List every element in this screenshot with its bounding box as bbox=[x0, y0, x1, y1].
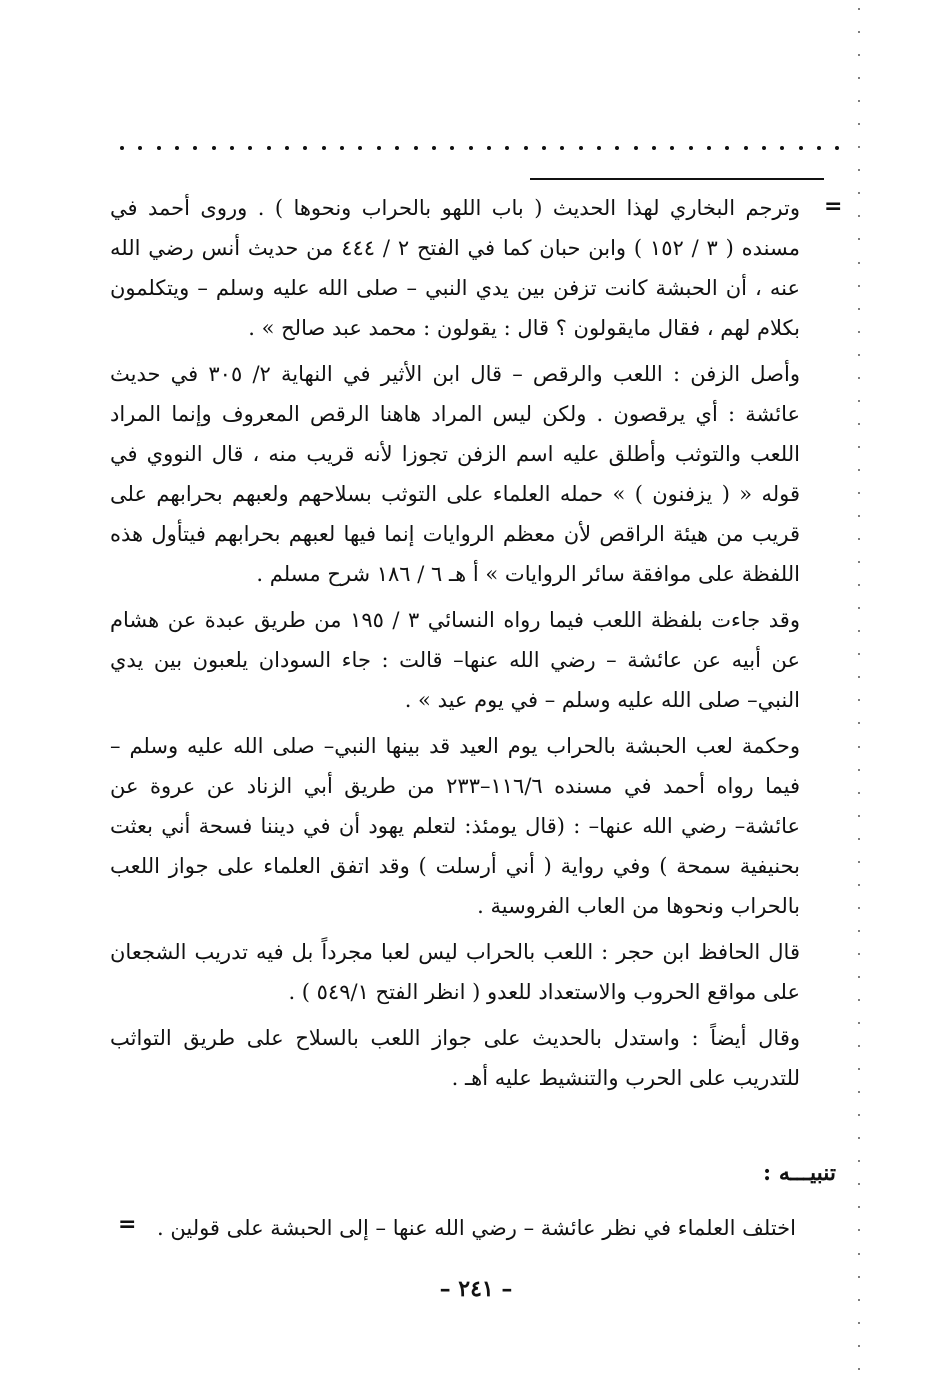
page-edge-dots bbox=[856, 0, 952, 1378]
paragraph-also-said: وقال أيضاً : واستدل بالحديث على جواز اللعب بالسلاح على طريق التواثب للتدريب على الحرب والتنشيط عليه أهـ . bbox=[110, 1026, 800, 1090]
footnote-continuation-marker: = bbox=[824, 194, 843, 219]
continuation-marker: = bbox=[118, 1212, 137, 1237]
notice-heading: تنبيـــه : bbox=[763, 1160, 836, 1186]
paragraph-ibn-hajar: قال الحافظ ابن حجر : اللعب بالحراب ليس لعبا مجرداً بل فيه تدريب الشجعان على مواقع الحروب والاستعداد للعدو ( انظر الفتح ٥٤٩/١ ) . bbox=[110, 940, 800, 1004]
paragraph-bukhari: وترجم البخاري لهذا الحديث ( باب اللهو بالحراب ونحوها ) . وروى أحمد في مسنده ( ٣ / ١٥٢ ) وابن حبان كما في الفتح ٢ / ٤٤٤ من حديث أنس رضي الله عنه ، أن الحبشة كانت تزفن بين يدي النبي – صلى الله عليه وسلم – ويتكلمون بكلام لهم ، فقال مايقولون ؟ قال : يقولون : محمد عبد صالح » . bbox=[110, 196, 800, 340]
paragraph-nasai: وقد جاءت بلفظة اللعب فيما رواه النسائي ٣ / ١٩٥ من طريق عبدة عن هشام عن أبيه عن عائشة – رضي الله عنها– قالت : جاء السودان يلعبون بين يدي النبي– صلى الله عليه وسلم – في يوم عيد » . bbox=[110, 608, 800, 712]
paragraph-wisdom: وحكمة لعب الحبشة بالحراب يوم العيد قد بينها النبي– صلى الله عليه وسلم – فيما رواه أحمد في مسنده ١١٦/٦–٢٣٣ من طريق أبي الزناد عن عروة عن عائشة– رضي الله عنها– : (قال يومئذ: لتعلم يهود أن في ديننا فسحة أني بعثت بحنيفية سمحة ) وفي رواية ( أني أرسلت ) وقد اتفق العلماء على جواز اللعب بالحراب ونحوها من العاب الفروسية . bbox=[110, 734, 801, 918]
footnote-rule bbox=[530, 178, 824, 180]
footnote-body bbox=[110, 188, 800, 1104]
paragraph-zafn-meaning: وأصل الزفن : اللعب والرقص – قال ابن الأثير في النهاية ٢/ ٣٠٥ في حديث عائشة : أي يرقصون . ولكن ليس المراد هاهنا الرقص المعروف وإنما المراد اللعب والتوثب وأطلق عليه اسم الزفن تجوزا لأنه قريب منه ، قال النووي في قوله « ( يزفنون ) » حمله العلماء على التوثب بسلاحهم ولعبهم بحرابهم على قريب من هيئة الراقص لأن معظم الروايات إنما فيها لعبهم بحرابهم فيتأول هذه اللفظة على موافقة سائر الروايات » أ هـ ٦ / ١٨٦ شرح مسلم . bbox=[110, 362, 800, 586]
notice-text: اختلف العلماء في نظر عائشة – رضي الله عنها – إلى الحبشة على قولين . bbox=[157, 1216, 796, 1240]
top-dotted-separator bbox=[120, 140, 840, 156]
page-number: – ٢٤١ – bbox=[439, 1276, 513, 1302]
